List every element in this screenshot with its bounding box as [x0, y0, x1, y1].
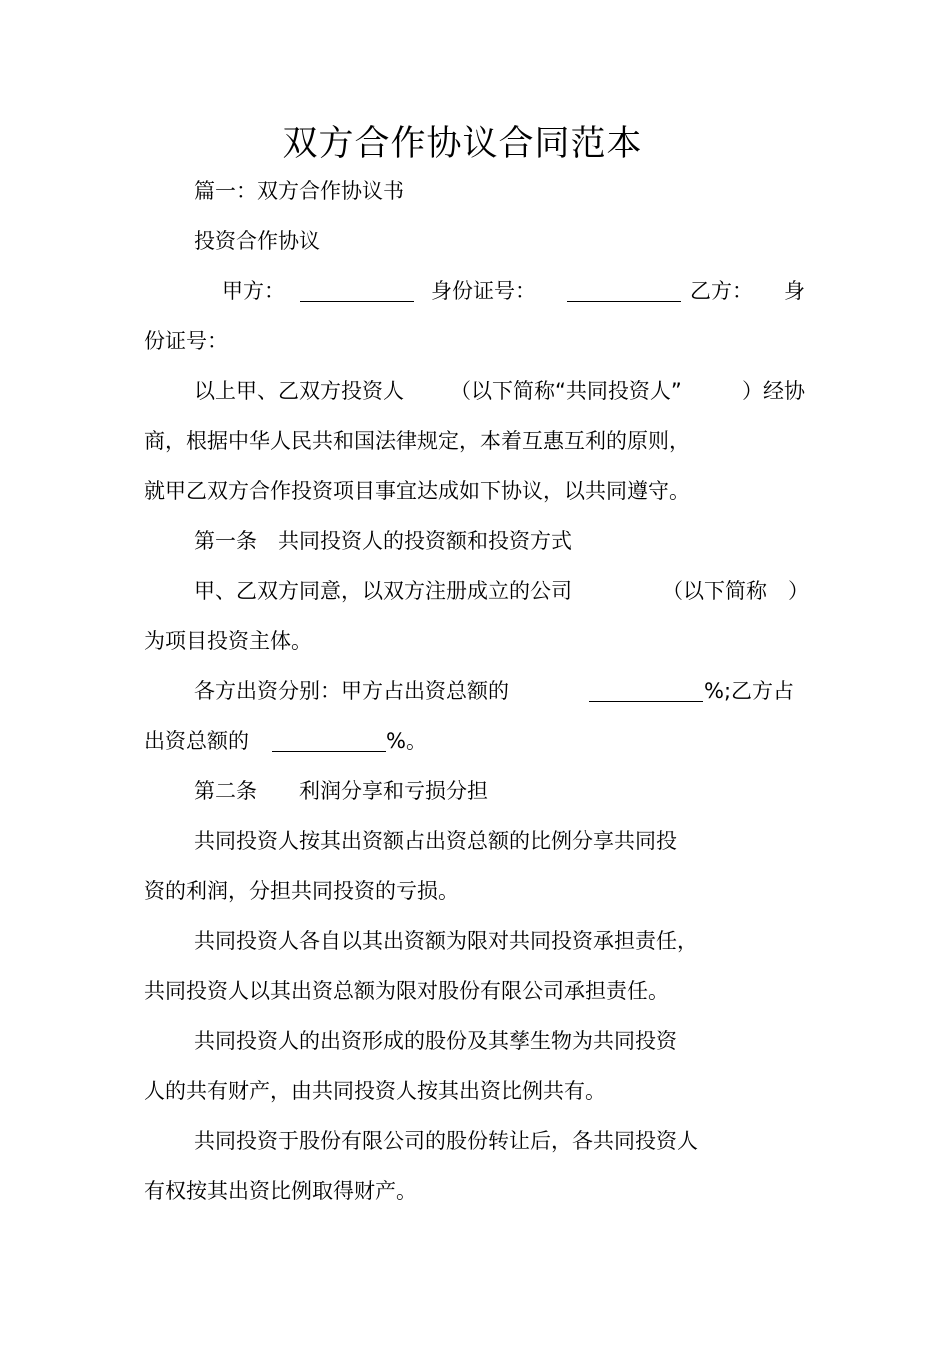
text-fragment: %。 [386, 729, 427, 753]
party-a-share-blank [589, 683, 703, 702]
document-title: 双方合作协议合同范本 [282, 124, 643, 164]
article-heading: 第一条 共同投资人的投资额和投资方式 [194, 529, 572, 553]
text-line: 就甲乙双方合作投资项目事宜达成如下协议，以共同遵守。 [144, 479, 690, 503]
text-line: 为项目投资主体。 [144, 629, 312, 653]
article-heading: 第二条 利润分享和亏损分担 [194, 779, 488, 803]
id-number-blank [567, 283, 681, 302]
text-line: 人的共有财产，由共同投资人按其出资比例共有。 [144, 1079, 606, 1103]
text-fragment: （以下简称“共同投资人” [450, 379, 682, 403]
text-line: 以上甲、乙双方投资人 [194, 379, 404, 403]
section-heading: 篇一：双方合作协议书 [194, 179, 404, 203]
text-line: 有权按其出资比例取得财产。 [144, 1179, 417, 1203]
agreement-name: 投资合作协议 [194, 229, 320, 253]
text-line: 共同投资于股份有限公司的股份转让后，各共同投资人 [194, 1129, 698, 1153]
party-a-blank [300, 283, 414, 302]
text-line: 甲、乙双方同意，以双方注册成立的公司 [194, 579, 572, 603]
text-line: 共同投资人的出资形成的股份及其孳生物为共同投资 [194, 1029, 677, 1053]
text-fragment: %;乙方占 [704, 679, 795, 703]
text-line: 共同投资人以其出资总额为限对股份有限公司承担责任。 [144, 979, 669, 1003]
id-number-label: 身份证号： [431, 279, 536, 303]
text-fragment: （以下简称 ） [662, 579, 809, 603]
text-line: 商，根据中华人民共和国法律规定，本着互惠互利的原则， [144, 429, 690, 453]
text-fragment: ）经协 [742, 379, 805, 403]
party-b-share-blank [272, 733, 386, 752]
text-line: 份证号： [144, 329, 228, 353]
text-line: 共同投资人按其出资额占出资总额的比例分享共同投 [194, 829, 677, 853]
text-line: 出资总额的 [144, 729, 249, 753]
text-fragment: 身 [784, 279, 805, 303]
party-a-label: 甲方： [222, 279, 285, 303]
text-line: 资的利润，分担共同投资的亏损。 [144, 879, 459, 903]
party-b-label: 乙方： [690, 279, 753, 303]
text-line: 各方出资分别：甲方占出资总额的 [194, 679, 509, 703]
text-line: 共同投资人各自以其出资额为限对共同投资承担责任， [194, 929, 698, 953]
